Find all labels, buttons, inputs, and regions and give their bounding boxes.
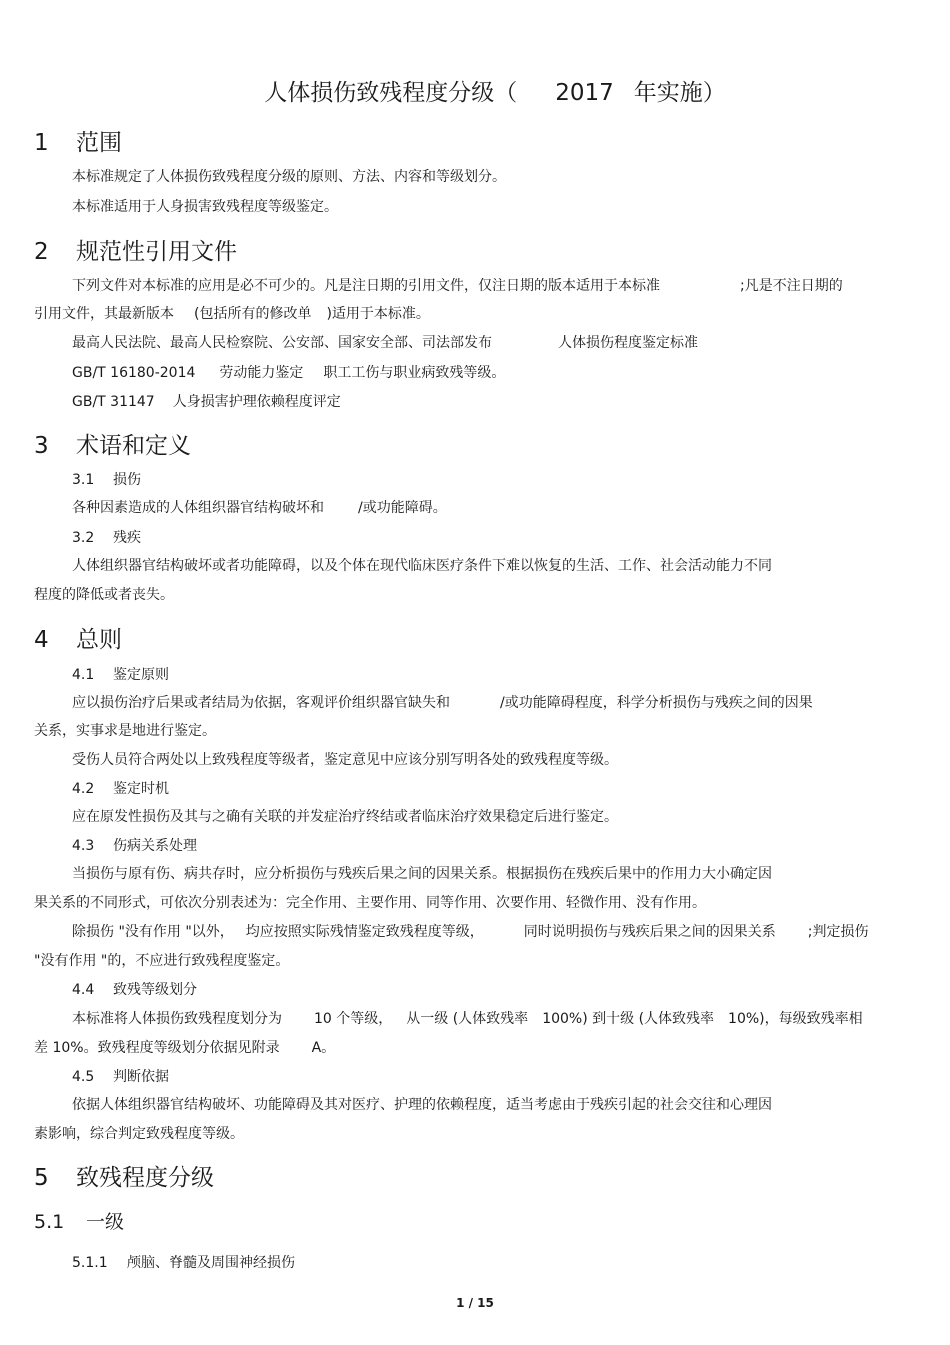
paragraph-continued: 差 10%。致残程度等级划分依据见附录 A。 (34, 1040, 336, 1056)
paragraph: 受伤人员符合两处以上致残程度等级者，鉴定意见中应该分别写明各处的致残程度等级。 (72, 752, 618, 768)
document-title: 人体损伤致残程度分级（ 2017 年实施） (264, 80, 726, 106)
paragraph-continued: 程度的降低或者丧失。 (34, 587, 174, 603)
subsection-heading: 4.5 判断依据 (72, 1069, 169, 1085)
paragraph: 各种因素造成的人体组织器官结构破坏和 /或功能障碍。 (72, 500, 447, 516)
paragraph-continued: 素影响，综合判定致残程度等级。 (34, 1126, 244, 1142)
subsection-heading: 4.4 致残等级划分 (72, 982, 197, 998)
subsection-heading: 4.2 鉴定时机 (72, 781, 169, 797)
reference-item: 最高人民法院、最高人民检察院、公安部、国家安全部、司法部发布 人体损伤程度鉴定标准 (72, 335, 698, 351)
paragraph: 本标准适用于人身损害致残程度等级鉴定。 (72, 199, 338, 215)
paragraph: 人体组织器官结构破坏或者功能障碍，以及个体在现代临床医疗条件下难以恢复的生活、工作、社会活动能力不同 (72, 558, 772, 574)
paragraph: 依据人体组织器官结构破坏、功能障碍及其对医疗、护理的依赖程度，适当考虑由于残疾引起的社会交往和心理因 (72, 1097, 772, 1113)
paragraph: 本标准将人体损伤致残程度划分为 10 个等级， 从一级 (人体致残率 100%) 到十级 (人体致残率 10%)，每级致残率相 (72, 1011, 863, 1027)
reference-item: GB/T 16180-2014 劳动能力鉴定 职工工伤与职业病致残等级。 (72, 365, 506, 381)
subsubsection-heading: 5.1.1 颅脑、脊髓及周围神经损伤 (72, 1255, 295, 1271)
reference-item: GB/T 31147 人身损害护理依赖程度评定 (72, 394, 341, 410)
paragraph-continued: 关系，实事求是地进行鉴定。 (34, 723, 216, 739)
paragraph: 应以损伤治疗后果或者结局为依据，客观评价组织器官缺失和 /或功能障碍程度，科学分析损伤与残疾之间的因果 (72, 695, 813, 711)
subsection-heading: 4.3 伤病关系处理 (72, 838, 197, 854)
paragraph: 下列文件对本标准的应用是必不可少的。凡是注日期的引用文件，仅注日期的版本适用于本标准 ;凡是不注日期的 (72, 278, 843, 294)
section-5-heading: 5 致残程度分级 (34, 1165, 214, 1191)
paragraph-continued: "没有作用 "的，不应进行致残程度鉴定。 (34, 953, 290, 969)
term-heading: 3.2 残疾 (72, 530, 141, 546)
paragraph-continued: 引用文件，其最新版本 (包括所有的修改单 )适用于本标准。 (34, 306, 430, 322)
page-number: 1 / 15 (456, 1296, 494, 1310)
term-heading: 3.1 损伤 (72, 472, 141, 488)
paragraph: 应在原发性损伤及其与之确有关联的并发症治疗终结或者临床治疗效果稳定后进行鉴定。 (72, 809, 618, 825)
subsection-heading: 5.1 一级 (34, 1211, 125, 1233)
section-4-heading: 4 总则 (34, 627, 122, 653)
paragraph: 本标准规定了人体损伤致残程度分级的原则、方法、内容和等级划分。 (72, 169, 506, 185)
subsection-heading: 4.1 鉴定原则 (72, 667, 169, 683)
section-3-heading: 3 术语和定义 (34, 433, 191, 459)
section-2-heading: 2 规范性引用文件 (34, 239, 237, 265)
paragraph: 除损伤 "没有作用 "以外， 均应按照实际残情鉴定致残程度等级， 同时说明损伤与残疾后果之间的因果关系 ;判定损伤 (72, 924, 869, 940)
paragraph-continued: 果关系的不同形式，可依次分别表述为：完全作用、主要作用、同等作用、次要作用、轻微作用、没有作用。 (34, 895, 706, 911)
section-1-heading: 1 范围 (34, 130, 122, 156)
paragraph: 当损伤与原有伤、病共存时，应分析损伤与残疾后果之间的因果关系。根据损伤在残疾后果中的作用力大小确定因 (72, 866, 772, 882)
